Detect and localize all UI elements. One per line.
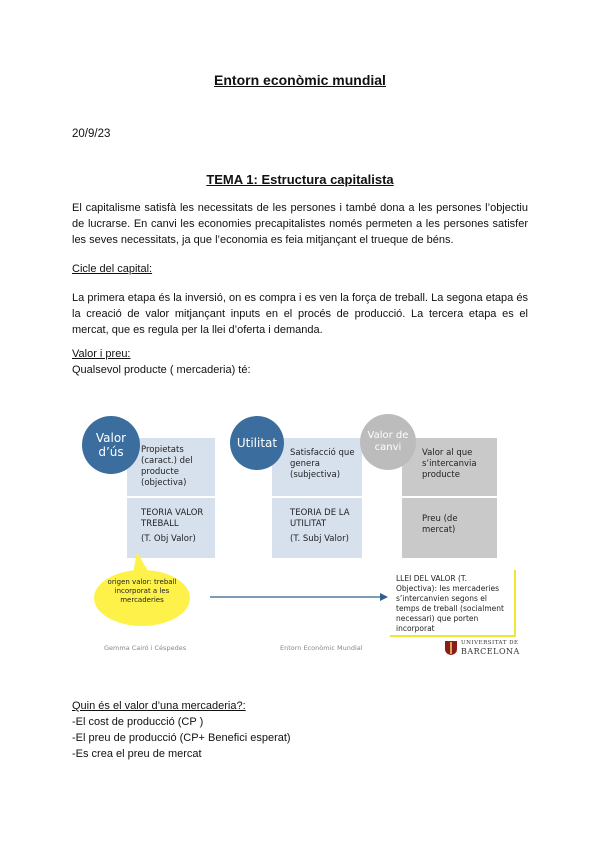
date: 20/9/23 (72, 128, 111, 140)
arrow-icon (210, 592, 390, 602)
box-utility-top: Satisfacció que genera (subjectiva) (272, 438, 362, 496)
list-item: -Es crea el preu de mercat (72, 748, 202, 760)
logo-line1: UNIVERSITAT DE (461, 640, 519, 646)
theory-utility: TEORIA DE LA UTILITAT (290, 508, 350, 529)
box-use-value-top: Propietats (caract.) del producte (objectiva) (127, 438, 215, 496)
slide-footer-author: Gemma Cairó i Céspedes (104, 644, 187, 652)
question-heading: Quin és el valor d’una mercaderia?: (72, 700, 246, 712)
university-logo (444, 639, 524, 661)
circle-use-value: Valor d’ús (82, 416, 140, 474)
list-item: -El preu de producció (CP+ Benefici esperat) (72, 732, 291, 744)
box-exchange-top: Valor al que s’intercanvia producte (402, 438, 497, 496)
circle-utility: Utilitat (230, 416, 284, 470)
bubble-text: origen valor: treball incorporat a les mercaderies (107, 578, 177, 604)
cycle-heading: Cicle del capital: (72, 263, 153, 275)
intro-paragraph: El capitalisme satisfà les necessitats de les persones i també dona a les persones l’objectiu de lucrarse. En canvi les economies precapitalistes només permeten a les persones satisfer les seves necessitats, ja que l’economia es feia mitjançant el trueque de béns. (72, 202, 528, 246)
question-list (72, 714, 291, 762)
cycle-paragraph: La primera etapa és la inversió, on es compra i es ven la força de treball. La segona etapa és la creació de valor mitjançant inputs en el procés de producció. La tercera etapa es el mercat, que es regula per la llei d’oferta i demanda. (72, 292, 528, 336)
section-title: TEMA 1: Estructura capitalista (206, 172, 394, 187)
value-intro: Qualsevol producte ( mercaderia) té: (72, 364, 251, 376)
university-shield-icon (444, 640, 458, 656)
box-utility-bottom (272, 498, 362, 558)
circle-exchange-value: Valor de canvi (360, 414, 416, 470)
theory-utility-sub: (T. Subj Valor) (290, 534, 349, 544)
slide-footer-course: Entorn Econòmic Mundial (280, 644, 363, 652)
theory-labour-sub: (T. Obj Valor) (141, 534, 196, 544)
law-of-value-box: LLEI DEL VALOR (T. Objectiva): les mercaderies s’intercanvien segons el temps de treball (socialment necessari) que porten incorporat (390, 570, 516, 637)
list-item: -El cost de producció (CP ) (72, 716, 204, 728)
theory-labour: TEORIA VALOR TREBALL (141, 508, 204, 529)
logo-line2: BARCELONA (461, 647, 520, 656)
value-diagram (72, 398, 528, 668)
box-exchange-bottom: Preu (de mercat) (402, 498, 497, 558)
value-heading: Valor i preu: (72, 348, 131, 360)
page-title: Entorn econòmic mundial (214, 72, 386, 88)
